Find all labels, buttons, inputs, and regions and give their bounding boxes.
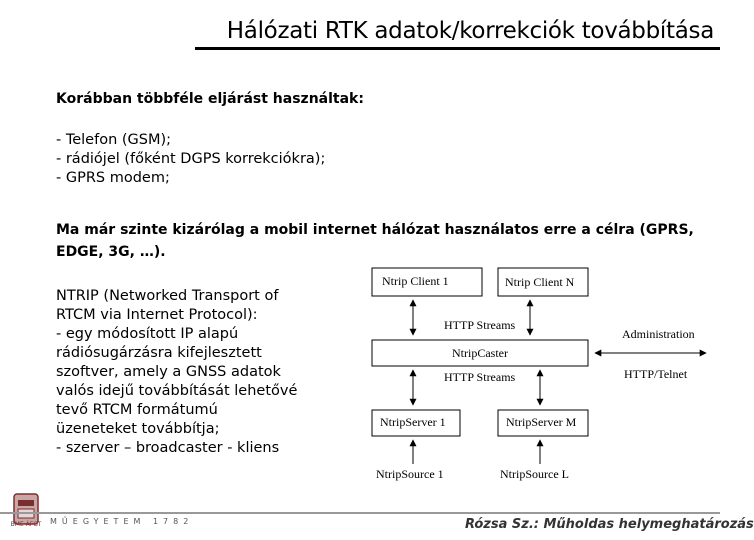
- slide-title: Hálózati RTK adatok/korrekciók továbbítása: [226, 18, 714, 44]
- http-telnet-label: HTTP/Telnet: [624, 367, 688, 381]
- ntrip-caster-label: NtripCaster: [452, 346, 508, 360]
- ntrip-line: valós idejű továbbítását lehetővé: [56, 383, 298, 399]
- footer-divider: [0, 512, 720, 514]
- ntrip-line: szoftver, amely a GNSS adatok: [56, 364, 281, 380]
- ntrip-source-l-label: NtripSource L: [500, 467, 569, 481]
- ntrip-client-1-label: Ntrip Client 1: [382, 274, 449, 288]
- university-wordmark: MŰEGYETEM 1782: [50, 517, 194, 526]
- ntrip-line: NTRIP (Networked Transport of: [56, 288, 279, 304]
- ntrip-line: - egy módosított IP alapú: [56, 326, 239, 342]
- method-item: - rádiójel (főként DGPS korrekciókra);: [56, 151, 326, 167]
- administration-label: Administration: [622, 327, 695, 341]
- paragraph-line: Ma már szinte kizárólag a mobil internet hálózat használatos erre a célra (GPRS,: [56, 222, 694, 238]
- http-streams-top-label: HTTP Streams: [444, 318, 516, 332]
- ntrip-source-1-label: NtripSource 1: [376, 467, 444, 481]
- method-item: - Telefon (GSM);: [56, 132, 172, 148]
- paragraph-line: EDGE, 3G, …).: [56, 244, 166, 260]
- ntrip-server-1-label: NtripServer 1: [380, 415, 446, 429]
- ntrip-line: RTCM via Internet Protocol):: [56, 307, 258, 323]
- ntrip-line: üzeneteket továbbítja;: [56, 421, 220, 437]
- ntrip-client-n-label: Ntrip Client N: [505, 275, 575, 289]
- ntrip-line: tevő RTCM formátumú: [56, 402, 218, 418]
- ntrip-server-m-label: NtripServer M: [506, 415, 577, 429]
- method-item: - GPRS modem;: [56, 170, 170, 186]
- footer-author: Rózsa Sz.: Műholdas helymeghatározás: [465, 517, 754, 532]
- ntrip-line: - szerver – broadcaster - kliens: [56, 440, 280, 456]
- university-logo: [8, 492, 44, 528]
- logo-text: BME·ÁFGT: [10, 521, 42, 528]
- http-streams-bottom-label: HTTP Streams: [444, 370, 516, 384]
- ntrip-line: rádiósugárzásra kifejlesztett: [56, 345, 262, 361]
- intro-text: Korábban többféle eljárást használtak:: [56, 91, 364, 107]
